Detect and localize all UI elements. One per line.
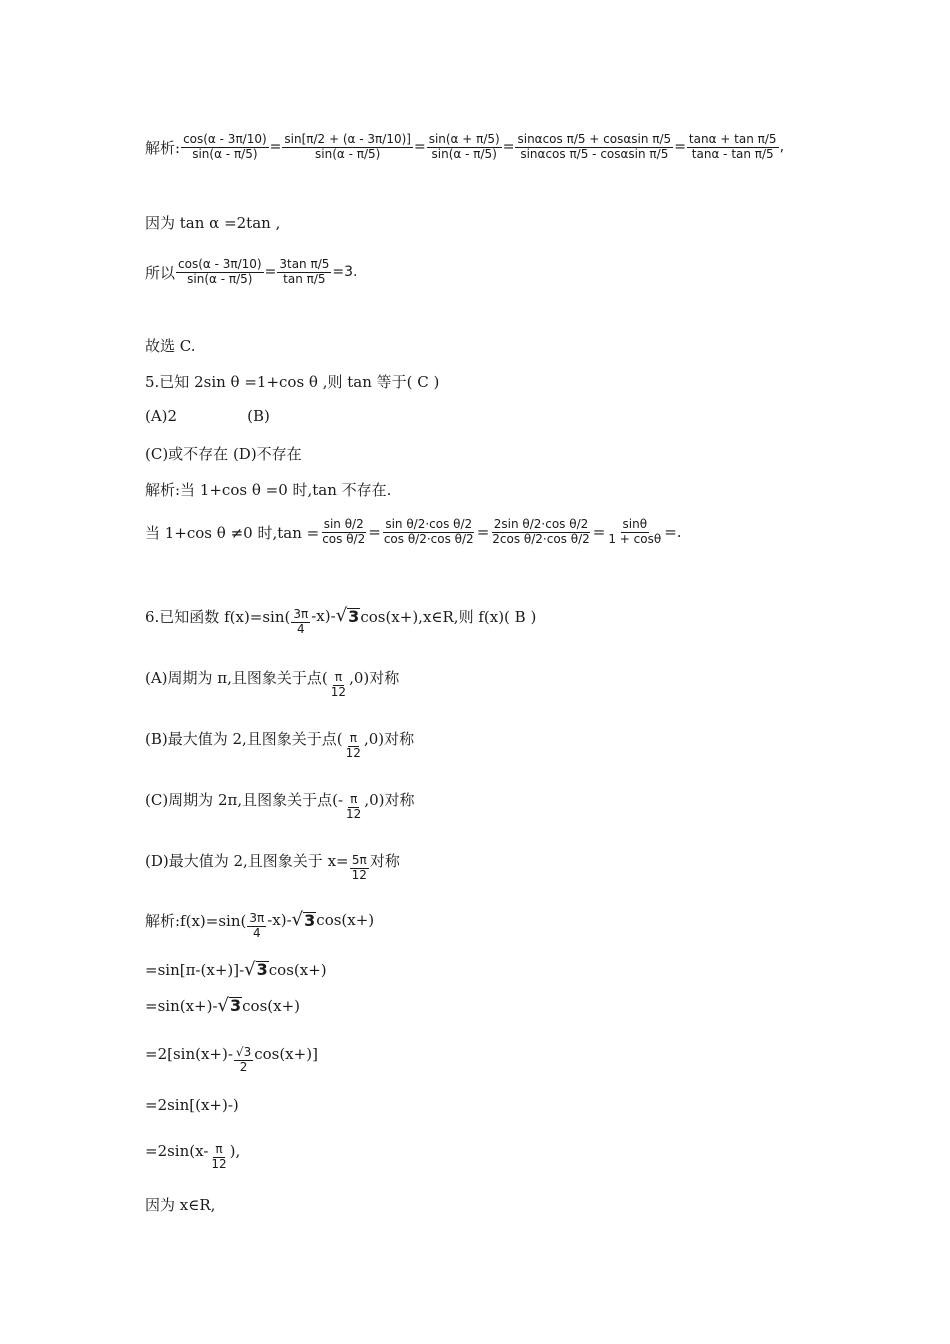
q6-last-line: 因为 x∈R,	[145, 1196, 216, 1214]
solution-line-3: 所以 $\frac{\cos(\alpha - 3\pi/10)}{\sin(\alpha - \pi/5)}$ = $\frac{\text{3tan π/5}}{\text{tan π/5}}$ =3.	[145, 257, 358, 286]
text-line: 因为 tan α =2tan ,	[145, 214, 281, 232]
q5-options-cd: (C)或不存在 (D)不存在	[145, 445, 302, 463]
text: 对称	[369, 851, 400, 870]
text: =sin(x+)-	[145, 997, 218, 1015]
q6-step-2	[145, 997, 300, 1015]
fraction: $\frac{\pi}{12}$	[330, 670, 347, 699]
text: ,0)对称	[349, 668, 400, 687]
text: cos(x+),x∈R,则 f(x)( B )	[360, 607, 537, 626]
fraction: $\frac{\pi}{12}$	[211, 1142, 227, 1171]
text: ,0)对称	[364, 790, 415, 809]
q6-step-5	[145, 1137, 241, 1171]
fraction: $\frac{\pi}{12}$	[345, 731, 361, 760]
q6-solution-1	[145, 906, 375, 940]
fraction: $\frac{\text{sin θ/2}}{\text{cos θ/2}}$	[322, 517, 366, 546]
fraction: $\frac{3\pi}{4}$	[249, 911, 265, 940]
q6-step-1	[145, 961, 327, 979]
text: cos(x+)	[242, 997, 301, 1015]
q5-options-ab	[145, 407, 270, 425]
text: -x)-	[267, 911, 292, 930]
text: ),	[229, 1142, 241, 1161]
sqrt: √ 3	[335, 605, 360, 627]
text: 6.已知函数 f(x)=sin(	[145, 607, 291, 626]
fraction: $\frac{5\pi}{12}$	[351, 853, 367, 882]
q5-solution-2: 当 1+cos θ ≠0 时,tan = $\frac{\text{sin θ/2}}{\text{cos θ/2}}$ = $\frac{\text{sin θ/2·cos θ/2}}{\text{cos θ/2·cos θ/2}}$ = $\frac{\text{2sin θ/2·cos θ/2}}{\text{2cos θ/2·cos θ/2}}$ = $\frac{\sin\theta}{1 + \cos\theta}$ =.	[145, 517, 682, 546]
text: ,0)对称	[363, 729, 415, 748]
text: 所以	[145, 263, 176, 282]
text: cos(x+)	[268, 961, 327, 979]
option-d	[145, 846, 400, 882]
option-b	[145, 724, 415, 760]
fraction: $\frac{\text{2sin θ/2·cos θ/2}}{\text{2cos θ/2·cos θ/2}}$	[492, 517, 590, 546]
fraction: $\frac{\sin(\alpha + \pi/5)}{\sin(\alpha - \pi/5)}$	[428, 132, 500, 161]
text: 当 1+cos θ ≠0 时,tan =	[145, 523, 320, 542]
q6-step-3	[145, 1040, 318, 1074]
fraction: $\frac{\text{sin θ/2·cos θ/2}}{\text{cos θ/2·cos θ/2}}$	[383, 517, 474, 546]
solution-line-1: 解析: $\frac{\cos(\alpha - 3\pi/10)}{\sin(\alpha - \pi/5)}$ = $\frac{\sin[\pi/2 + (\alpha - 3\pi/10)]}{\sin(\alpha - \pi/5)}$ = $\frac{\sin(\alpha + \pi/5)}{\sin(\alpha - \pi/5)}$ = $\frac{\text{sinαcos π/5 + cosαsin π/5}}{\text{sinαcos π/5 - cosαsin π/5}}$ = $\frac{\text{tanα + tan π/5}}{\text{tanα - tan π/5}}$ ,	[145, 132, 785, 161]
fraction: $\frac{\sin[\pi/2 + (\alpha - 3\pi/10)]}{\sin(\alpha - \pi/5)}$	[284, 132, 411, 161]
sqrt: √ 3	[244, 959, 268, 980]
text: =2sin(x-	[145, 1142, 209, 1161]
text: =3.	[332, 264, 358, 281]
q6-step-4: =2sin[(x+)-)	[145, 1096, 239, 1114]
text: -x)-	[311, 607, 336, 626]
text: (B)最大值为 2,且图象关于点(	[145, 729, 343, 748]
text: =2[sin(x+)-	[145, 1045, 233, 1064]
text: cos(x+)]	[254, 1045, 318, 1064]
question-5: 5.已知 2sin θ =1+cos θ ,则 tan 等于( C )	[145, 373, 440, 391]
text-line: 故选 C.	[145, 337, 196, 355]
fraction: $\frac{\cos(\alpha - 3\pi/10)}{\sin(\alpha - \pi/5)}$	[183, 132, 267, 161]
text: =sin[π-(x+)]-	[145, 961, 245, 979]
sqrt: √ 3	[217, 995, 242, 1016]
text: cos(x+)	[316, 911, 375, 930]
text: (D)最大值为 2,且图象关于 x=	[145, 851, 349, 870]
q5-solution-1: 解析:当 1+cos θ =0 时,tan 不存在.	[145, 481, 392, 499]
fraction: $\frac{\text{tanα + tan π/5}}{\text{tanα - tan π/5}}$	[688, 132, 777, 161]
option-a	[145, 663, 400, 699]
fraction: $\frac{3\pi}{4}$	[293, 607, 309, 636]
option-b: (B)	[247, 407, 270, 425]
solution-label: 解析:	[145, 138, 181, 157]
text: (C)周期为 2π,且图象关于点(-	[145, 790, 344, 809]
fraction: $\frac{\sin\theta}{1 + \cos\theta}$	[608, 517, 662, 546]
question-6	[145, 602, 537, 636]
sqrt: √ 3	[291, 909, 316, 931]
option-a: (A)2	[145, 407, 178, 425]
text: =.	[664, 523, 682, 542]
fraction: $\frac{√3}{2}$	[235, 1045, 252, 1074]
fraction: $\frac{\text{3tan π/5}}{\text{tan π/5}}$	[279, 257, 330, 286]
option-c	[145, 785, 415, 821]
text: 解析:f(x)=sin(	[145, 911, 247, 930]
fraction: $\frac{\text{sinαcos π/5 + cosαsin π/5}}{\text{sinαcos π/5 - cosαsin π/5}}$	[517, 132, 672, 161]
text: (A)周期为 π,且图象关于点(	[145, 668, 328, 687]
fraction: $\frac{\cos(\alpha - 3\pi/10)}{\sin(\alpha - \pi/5)}$	[178, 257, 262, 286]
fraction: $\frac{\pi}{12}$	[346, 792, 362, 821]
